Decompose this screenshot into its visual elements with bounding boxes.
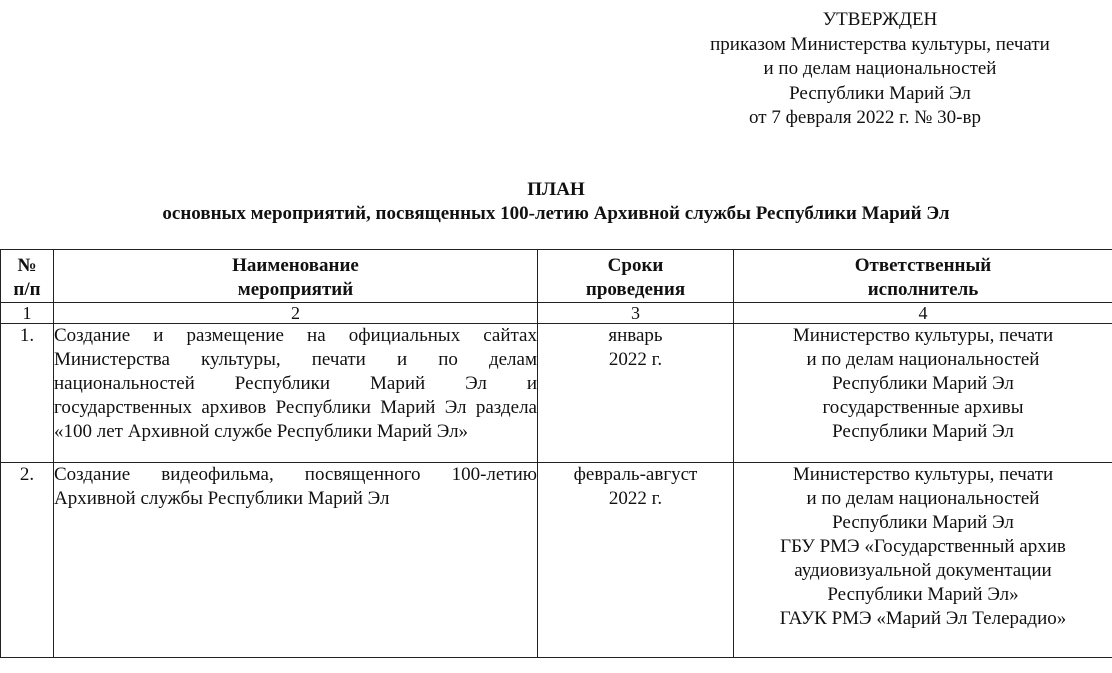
header-name-line1: Наименование	[232, 255, 359, 276]
approval-date: от 7 февраля 2022 г. № 30-вр	[749, 107, 981, 128]
header-responsible-line1: Ответственный	[854, 255, 992, 276]
event-responsible	[734, 324, 1112, 463]
event-date-line: 2022 г.	[608, 349, 663, 370]
event-responsible	[734, 463, 1112, 658]
header-responsible-line2: исполнитель	[867, 279, 979, 300]
approval-stamp	[620, 8, 1112, 131]
table-row	[1, 463, 1112, 658]
responsible-line: государственные архивы	[822, 397, 1024, 418]
column-number: 3	[538, 303, 734, 324]
event-date-line: январь	[608, 325, 663, 346]
responsible-line: Республики Марий Эл»	[827, 584, 1019, 605]
plan-heading	[0, 178, 1112, 226]
row-number: 2.	[1, 463, 54, 658]
responsible-line: ГБУ РМЭ «Государственный архив	[780, 536, 1066, 557]
header-number	[1, 250, 54, 303]
responsible-line: Министерство культуры, печати	[792, 325, 1054, 346]
responsible-line: и по делам национальностей	[806, 488, 1040, 509]
column-number: 2	[54, 303, 538, 324]
header-dates-line2: проведения	[585, 279, 686, 300]
header-number-line1: №	[17, 255, 37, 276]
event-dates	[538, 463, 734, 658]
row-number: 1.	[1, 324, 54, 463]
responsible-line: Министерство культуры, печати	[792, 464, 1054, 485]
plan-table	[0, 249, 1112, 658]
event-date-line: 2022 г.	[608, 488, 663, 509]
responsible-line: аудиовизуальной документации	[794, 560, 1052, 581]
table-header-row	[1, 250, 1112, 303]
header-dates-line1: Сроки	[607, 255, 664, 276]
column-number: 4	[734, 303, 1112, 324]
event-dates	[538, 324, 734, 463]
table-row	[1, 324, 1112, 463]
event-name: Создание и размещение на официальных сайтах Министерства культуры, печати и по делам национальностей Республики Марий Эл и государственных архивов Республики Марий Эл раздела «100 лет Архивной службе Республики Марий Эл»	[54, 324, 538, 463]
responsible-line: Республики Марий Эл	[832, 421, 1014, 442]
responsible-line: Республики Марий Эл	[832, 512, 1014, 533]
responsible-line: ГАУК РМЭ «Марий Эл Телерадио»	[779, 608, 1067, 629]
column-number-row	[1, 303, 1112, 324]
header-responsible	[734, 250, 1112, 303]
responsible-line: и по делам национальностей	[806, 349, 1040, 370]
plan-title: ПЛАН	[527, 179, 585, 200]
event-name: Создание видеофильма, посвященного 100-летию Архивной службы Республики Марий Эл	[54, 463, 538, 658]
plan-subtitle: основных мероприятий, посвященных 100-летию Архивной службы Республики Марий Эл	[162, 203, 950, 224]
header-name	[54, 250, 538, 303]
header-dates	[538, 250, 734, 303]
approval-line: приказом Министерства культуры, печати	[710, 33, 1050, 55]
approval-line: Республики Марий Эл	[789, 82, 971, 104]
event-date-line: февраль-август	[573, 464, 698, 485]
header-number-line2: п/п	[13, 279, 41, 300]
responsible-line: Республики Марий Эл	[832, 373, 1014, 394]
header-name-line2: мероприятий	[237, 279, 354, 300]
column-number: 1	[1, 303, 54, 324]
approval-title: УТВЕРЖДЕН	[822, 9, 938, 30]
approval-line: и по делам национальностей	[763, 58, 997, 79]
